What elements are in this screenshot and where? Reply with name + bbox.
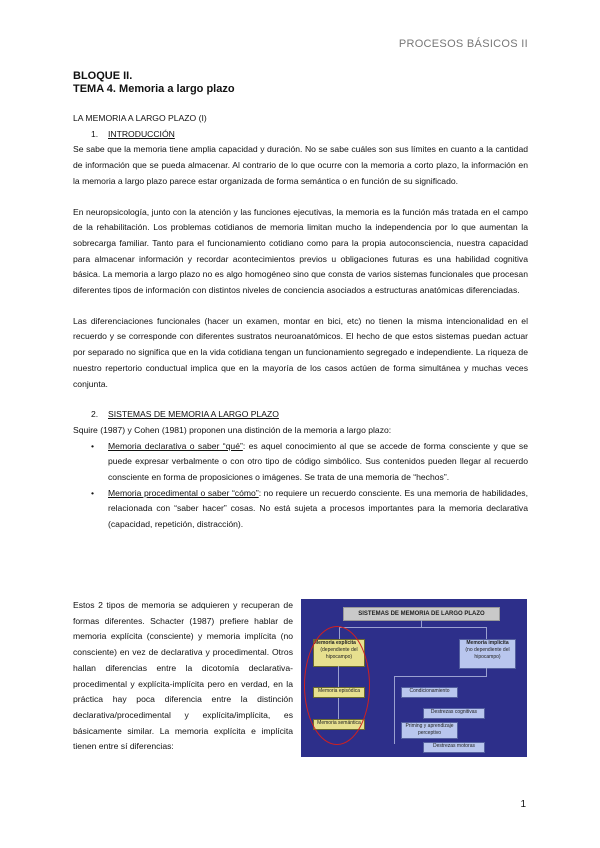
episodic-memory-box: Memoria episódica bbox=[313, 687, 365, 698]
section-title: SISTEMAS DE MEMORIA A LARGO PLAZO bbox=[108, 409, 279, 420]
list-item bbox=[108, 486, 528, 533]
section-2-heading bbox=[91, 407, 528, 423]
cognitive-skills-box: Destrezas cognitivas bbox=[423, 708, 485, 719]
list-term: Memoria declarativa o saber “qué” bbox=[108, 440, 243, 451]
topic-heading: TEMA 4. Memoria a largo plazo bbox=[73, 83, 235, 95]
paragraph-3: Las diferenciaciones funcionales (hacer un examen, montar en bici, etc) no tienen la misma intencionalidad en el recuerdo y se corresponde con diferentes sustratos neuroanatómicos. El hecho de que estos sistemas puedan actuar por separado no significa que en la vida cotidiana tengan un funcionamiento segregado e independiente. La riqueza de nuestro repertorio conductual implica que en la mayoría de los casos actúen de forma simultánea y muchas veces conjunta. bbox=[73, 315, 528, 389]
subtitle: LA MEMORIA A LARGO PLAZO (I) bbox=[73, 113, 207, 123]
block-heading: BLOQUE II. bbox=[73, 70, 133, 82]
memory-systems-diagram bbox=[301, 599, 527, 757]
section-title: INTRODUCCIÓN bbox=[108, 128, 175, 139]
memory-types-list bbox=[73, 439, 528, 533]
section-number: 2. bbox=[91, 409, 99, 420]
priming-box: Priming y aprendizaje perceptivo bbox=[401, 722, 458, 739]
document-body bbox=[73, 70, 528, 533]
page-number: 1 bbox=[520, 799, 526, 810]
paragraph-1: Se sabe que la memoria tiene amplia capacidad y duración. No se sabe cuáles son sus límites en cuanto a la cantidad de información que se pueda almacenar. Al contrario de lo que ocurre con la memoria a corto plazo, la información en la memoria a largo plazo parece estar organizada de forma semántica o en función de su significado. bbox=[73, 144, 528, 186]
section-1-heading bbox=[91, 127, 528, 143]
list-text: : es aquel conocimiento al que se accede de forma consciente y que se puede expresar verbalmente o con otro tipo de código simbólico. Sus contenidos pueden llegar al recuerdo consciente en forma de proposiciones o imágenes. Se trata de una memoria de “hechos”. bbox=[108, 440, 529, 483]
paragraph-5: Estos 2 tipos de memoria se adquieren y recuperan de formas diferentes. Schacter (1987) prefiere hablar de memoria explícita (consciente) y memoria implícita (no consciente) en vez de declarativa y procedimental. Otros hallan diferencias entre la dicotomía declarativa-procedimental y explícita-implícita pero en verdad, en la práctica hay poca diferencia entre la distinción declarativa/procedimental y explícita/implícita, es básicamente similar. La memoria explícita e implícita tienen entre sí diferencias: bbox=[73, 600, 293, 752]
semantic-memory-box: Memoria semántica bbox=[313, 719, 365, 730]
motor-skills-box: Destrezas motoras bbox=[423, 742, 485, 753]
explicit-memory-label: Memoria explícita bbox=[314, 640, 356, 646]
paragraph-4: Squire (1987) y Cohen (1981) proponen una distinción de la memoria a largo plazo: bbox=[73, 424, 392, 435]
list-text: : no requiere un recuerdo consciente. Es una memoria de habilidades, relacionada con “saber hacer” cosas. No está sujeta a procesos importantes para la memoria declarativa (capacidad, repetición, distracción). bbox=[108, 487, 528, 530]
list-term: Memoria procedimental o saber “cómo” bbox=[108, 487, 259, 498]
section-number: 1. bbox=[91, 128, 99, 139]
paragraph-2: En neuropsicología, junto con la atención y las funciones ejecutivas, la memoria es la función más tratada en el campo de la rehabilitación. Los problemas cotidianos de memoria limitan mucho la independencia por lo que aumentan la sobrecarga familiar. Tanto para el funcionamiento cotidiano como para la propia autoconsciencia, nuestra capacidad para almacenar información y recordar acontecimientos previos u obligaciones futuras es una habilidad cognitiva básica. La memoria a largo plazo no es algo homogéneo sino que consta de varios sistemas funcionales que procesan diferentes tipos de información con distintos niveles de conciencia asociados a estructuras anatómicas diferenciadas. bbox=[73, 206, 528, 296]
bottom-text bbox=[73, 598, 293, 755]
list-item bbox=[108, 439, 528, 486]
implicit-memory-label: Memoria implícita bbox=[466, 640, 509, 646]
implicit-memory-box bbox=[459, 639, 516, 669]
explicit-memory-sub: (dependiente del hipocampo) bbox=[320, 647, 358, 660]
diagram-title: SISTEMAS DE MEMORIA DE LARGO PLAZO bbox=[343, 607, 500, 621]
implicit-memory-sub: (no dependiente del hipocampo) bbox=[465, 647, 510, 660]
conditioning-box: Condicionamiento bbox=[401, 687, 458, 698]
highlight-circle bbox=[304, 626, 370, 745]
page-header: PROCESOS BÁSICOS II bbox=[398, 38, 528, 50]
